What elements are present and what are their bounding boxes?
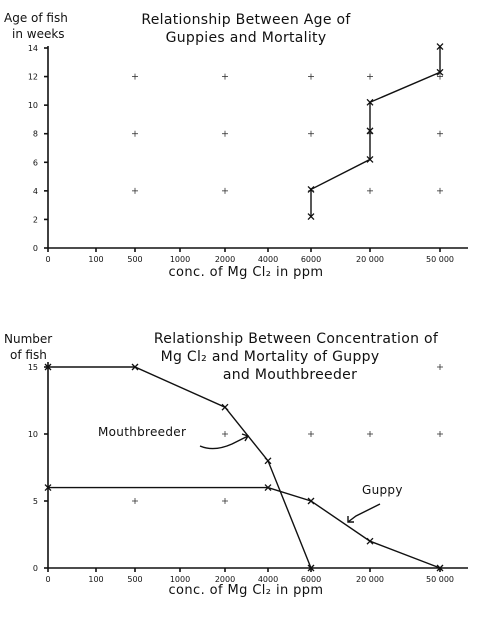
chart-2-y-tick-label: 0 [32,564,38,573]
chart-2-grid-plus-mark [222,431,228,437]
chart-1-ylabel-line-1: Age of fish [4,11,68,25]
chart-2-title-line-2: Mg Cl₂ and Mortality of Guppy [160,349,380,365]
chart-2-ylabel-line-2: of fish [10,348,47,362]
chart-2-x-tick-label: 0 [45,575,51,584]
chart-2-x-tick-label: 6000 [300,575,322,584]
chart-1-grid-plus-mark [222,131,228,137]
chart-1-x-tick-label: 4000 [257,255,279,264]
chart-2-title-line-1: Relationship Between Concentration of [153,331,439,347]
guppy-pointer-arrow [348,504,380,522]
chart-1-x-tick-label: 6000 [300,255,322,264]
chart-2-concentration-mortality [4,331,468,598]
chart-1-x-tick-label: 500 [127,255,143,264]
chart-2-x-tick-label: 1000 [169,575,191,584]
chart-1-x-tick-label: 50 000 [426,255,454,264]
chart-2-x-tick-label: 100 [88,575,104,584]
chart-1-age-mortality [4,11,468,280]
chart-1-grid-plus-mark [132,74,138,80]
chart-2-title-line-3: and Mouthbreeder [222,367,358,383]
chart-2-series [45,364,443,571]
chart-1-y-tick-label: 6 [32,158,38,168]
chart-1-series [308,44,443,220]
chart-1-title-line-1: Relationship Between Age of [141,12,351,28]
chart-2-x-ticks [45,568,454,584]
mouthbreeder-data-point [222,404,228,410]
chart-1-y-tick-label: 0 [32,244,38,253]
chart-2-grid-plus-mark [367,431,373,437]
series-1-line [311,47,440,217]
chart-1-y-tick-label: 10 [27,101,38,111]
chart-2-x-tick-label: 50 000 [426,575,454,584]
chart-1-grid-plus-mark [367,188,373,194]
chart-1-xlabel: conc. of Mg Cl₂ in ppm [168,265,324,280]
chart-2-grid-plus-mark [437,364,443,370]
chart-1-grid-plus-mark [437,131,443,137]
chart-2-xlabel: conc. of Mg Cl₂ in ppm [168,583,324,598]
chart-2-grid-plus-mark [132,498,138,504]
guppy-label: Guppy [362,483,403,497]
chart-2-x-tick-label: 2000 [214,575,236,584]
chart-1-grid-plus-mark [132,131,138,137]
chart-1-grid-plus-mark [222,188,228,194]
chart-2-x-tick-label: 500 [127,575,143,584]
chart-1-grid-plus-mark [367,74,373,80]
chart-1-grid-plus-mark [308,74,314,80]
chart-1-grid-plus-mark [437,188,443,194]
chart-2-grid-plus-mark [222,498,228,504]
mouthbreeder-label: Mouthbreeder [98,425,187,439]
chart-1-x-ticks [45,248,454,264]
mouthbreeder-line [48,367,311,568]
mouthbreeder-pointer-arrow [200,436,248,449]
chart-2-ylabel-line-1: Number [4,332,53,346]
chart-1-y-tick-label: 12 [27,72,38,82]
mouthbreeder-data-point [265,458,271,464]
chart-1-ylabel-line-2: in weeks [12,27,65,41]
chart-2-y-tick-label: 5 [32,497,38,506]
chart-1-y-tick-label: 2 [32,215,38,225]
chart-1-grid-plus-mark [308,131,314,137]
chart-1-y-ticks [28,44,48,253]
chart-1-grid-plus-mark [222,74,228,80]
chart-1-x-tick-label: 0 [45,255,51,264]
chart-1-title-line-2: Guppies and Mortality [165,30,327,46]
chart-1-x-tick-label: 100 [88,255,104,264]
guppy-data-point [367,538,373,544]
chart-2-y-ticks [28,363,48,573]
chart-1-x-tick-label: 2000 [214,255,236,264]
guppy-line [48,488,440,568]
chart-2-grid-plus-mark [308,431,314,437]
chart-1-y-tick-label: 8 [32,129,38,139]
chart-1-x-tick-label: 20 000 [356,255,384,264]
chart-1-y-tick-label: 14 [27,44,38,53]
chart-1-y-tick-label: 4 [32,186,38,196]
chart-2-y-tick-label: 10 [27,430,38,439]
chart-1-grid-plus-mark [132,188,138,194]
chart-2-x-tick-label: 20 000 [356,575,384,584]
chart-1-x-tick-label: 1000 [169,255,191,264]
chart-2-grid-plus-mark [437,431,443,437]
chart-2-y-tick-label: 15 [27,363,38,372]
chart-2-x-tick-label: 4000 [257,575,279,584]
